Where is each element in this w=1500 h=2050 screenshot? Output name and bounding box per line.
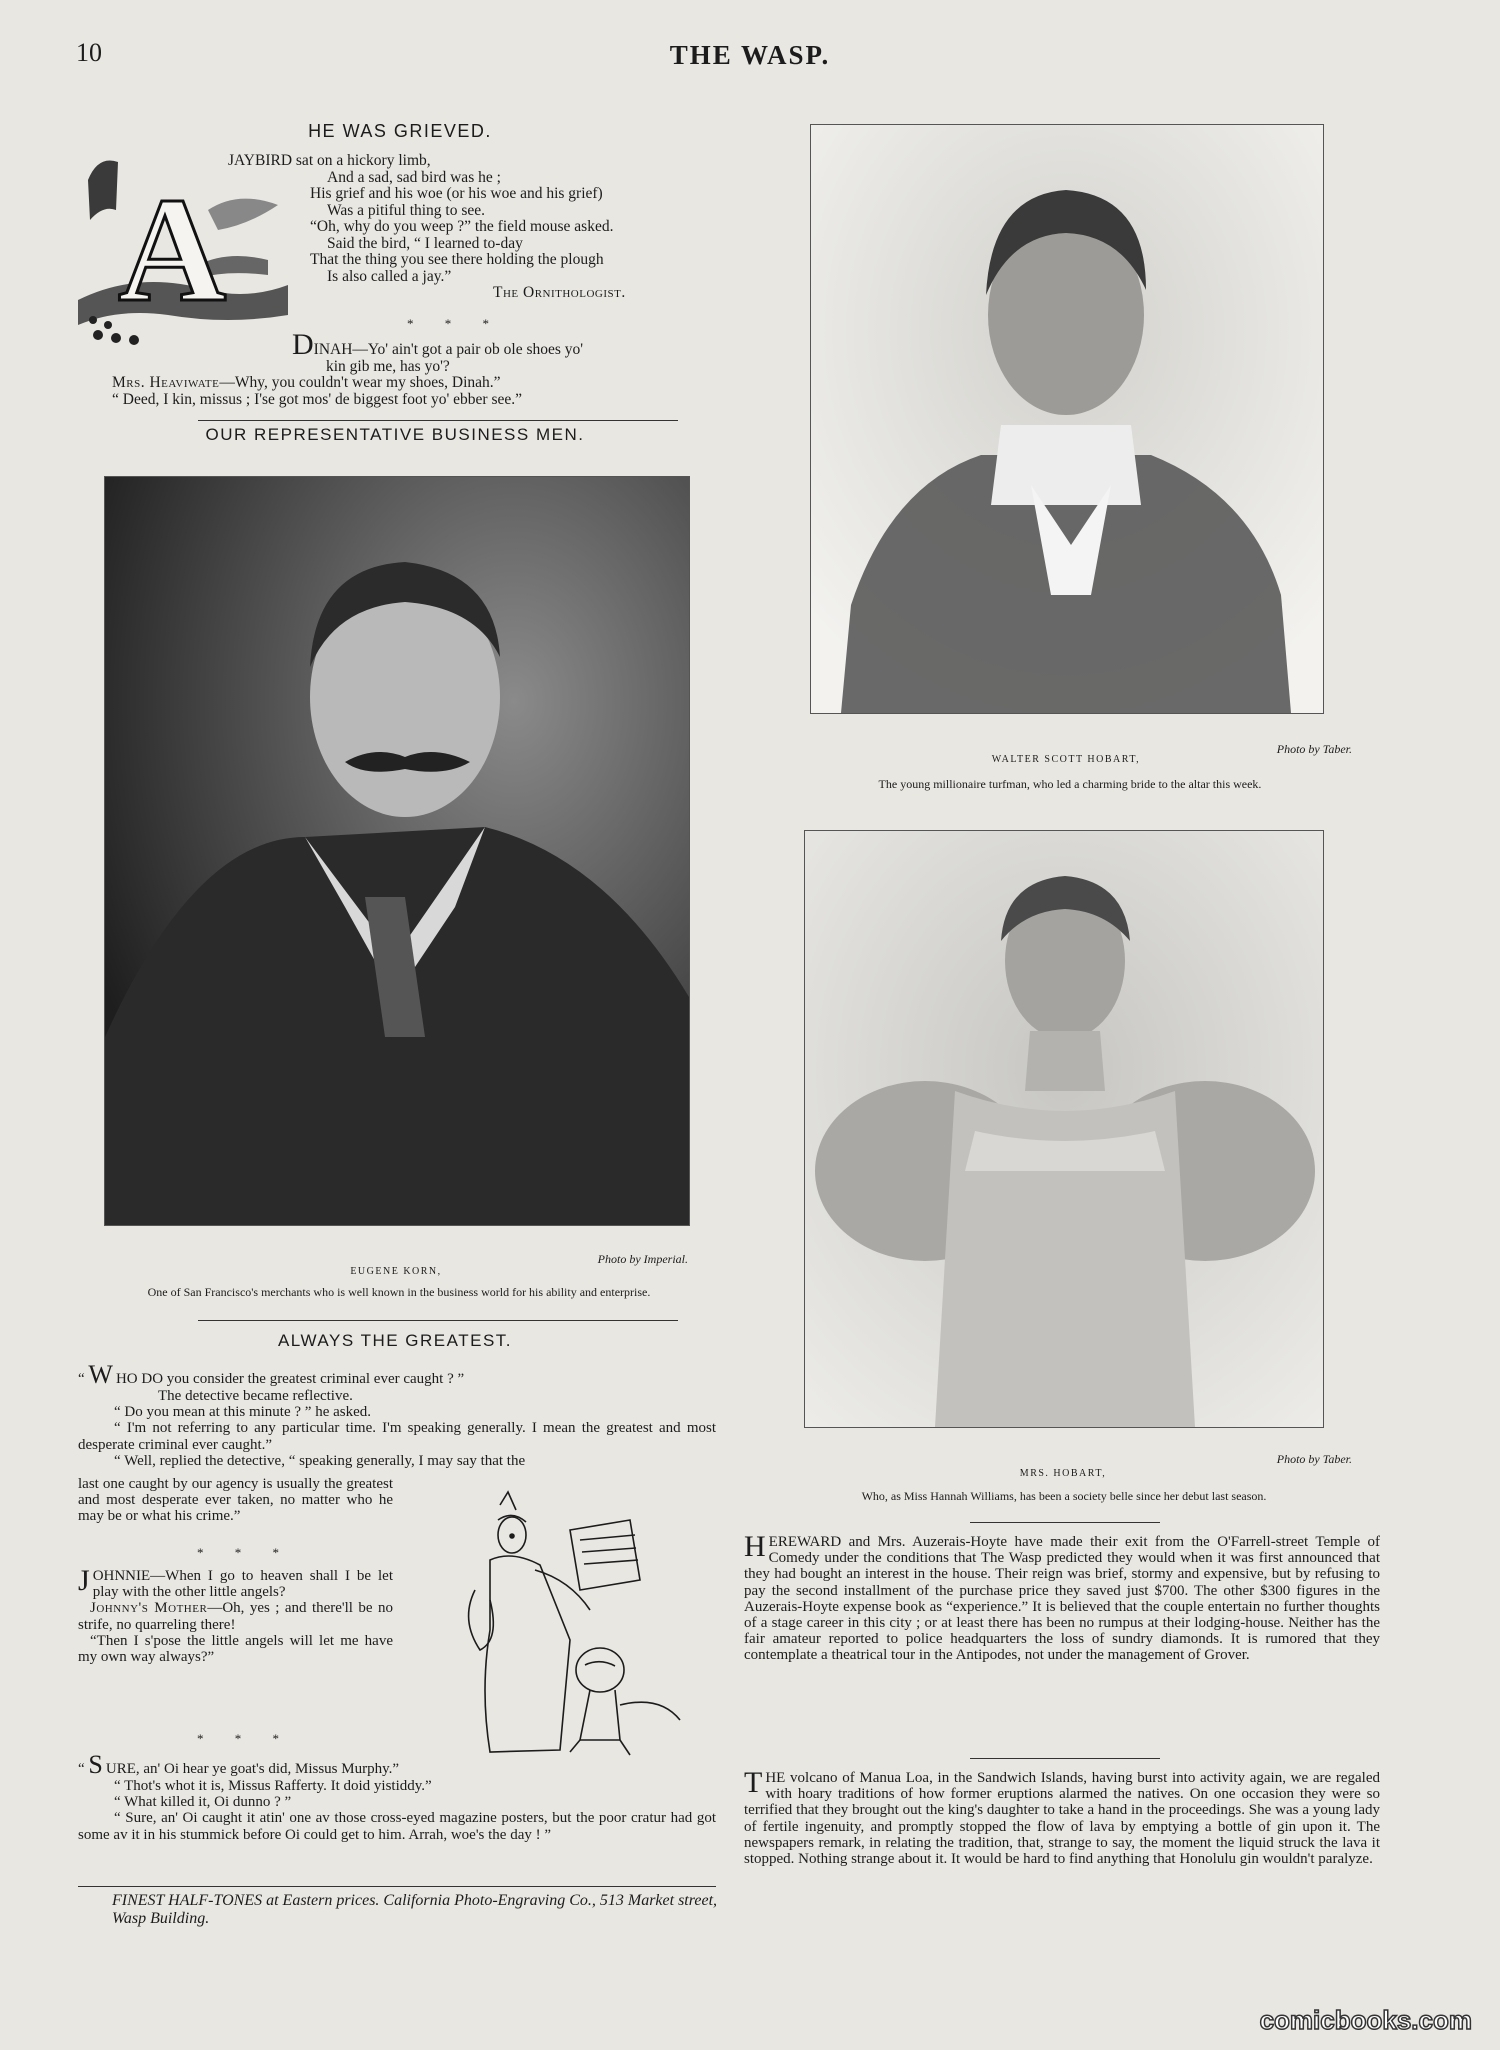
dinah-line-2: kin gib me, has yo'? [326, 357, 450, 375]
divider-rule [78, 1886, 716, 1887]
masthead-title: THE WASP. [669, 40, 831, 70]
caption-text-mrs-hobart: Who, as Miss Hannah Williams, has been a society belle since her debut last season. [861, 1489, 1267, 1503]
poem-line: Was a pitiful thing to see. [327, 201, 486, 219]
photo-credit-mrs-hobart: Photo by Taber. [1276, 1452, 1352, 1466]
photo-credit-korn: Photo by Imperial. [597, 1252, 688, 1266]
poem-line: Is also called a jay.” [327, 267, 452, 285]
paragraph: “ Do you mean at this minute ? ” he asked. [114, 1404, 372, 1421]
paragraph: “ Thot's whot it is, Missus Rafferty. It doid yistiddy.” [114, 1778, 432, 1794]
paragraph: last one caught by our agency is usually the greatest and most desperate ever taken, no matter who he may be or what his crime.” [78, 1476, 393, 1525]
dropcap-w: W [88, 1360, 113, 1389]
dropcap-d: D [292, 328, 314, 361]
paragraph: EREWARD and Mrs. Auzerais-Hoyte have made their exit from the O'Farrell-street Temple of Comedy under the conditions that The Wasp predicted they would when it was first announced that they had bought an interest in the house. Their reign was brief, stormy and expensive, but by refusing to pay the second installment of the purchase price they saved just $700. The other $300 figures in the Auzerais-Hoyte expense book as “experience.” It is believed that the couple entertain no further thoughts of a stage career in this city ; or at least there has been no rumpus at their lodging-house. Neither has the fair amateur reported to police headquarters the loss of sundry diamonds. It is rumored that they contemplate a theatrical tour in the Antipodes, not under the management of Grover. [744, 1534, 1380, 1664]
divider-rule [970, 1522, 1160, 1523]
heading-he-was-grieved: HE WAS GRIEVED. [308, 121, 492, 141]
paragraph: —Oh, yes ; and there'll be no strife, no quarreling there! [78, 1600, 393, 1633]
poem-line: And a sad, sad bird was he ; [327, 168, 501, 186]
article-volcano [744, 1766, 1380, 1868]
watermark-logo: comicbooks.com [1259, 2005, 1472, 2035]
sketch-illustration [420, 1490, 720, 1772]
article-johnnie [78, 1564, 393, 1666]
poem-line: That the thing you see there holding the plough [310, 251, 604, 268]
dinah-joke [112, 328, 722, 408]
caption-name-walter: WALTER SCOTT HOBART, [991, 754, 1141, 765]
poem-line: Said the bird, “ I learned to-day [327, 234, 523, 252]
section-separator: * * * [407, 316, 503, 331]
divider-rule [198, 420, 678, 421]
heading-always-the-greatest: ALWAYS THE GREATEST. [277, 1331, 513, 1350]
paragraph: “ Sure, an' Oi caught it atin' one av those cross-eyed magazine posters, but the poor cratur had got some av it in his stummick before Oi could get to him. Arrah, woe's the day ! ” [78, 1810, 716, 1843]
dropcap-s: S [88, 1750, 103, 1779]
paragraph: “Then I s'pose the little angels will let me have my own way always?” [78, 1632, 393, 1666]
article-always-the-greatest-cont [78, 1476, 393, 1525]
paragraph: URE, an' Oi hear ye goat's did, Missus Murphy.” [105, 1761, 400, 1777]
advertisement-half-tones: FINEST HALF-TONES at Eastern prices. California Photo-Engraving Co., 513 Market street, Wasp Building. [112, 1892, 718, 1927]
page-number: 10 [76, 38, 102, 67]
dropcap-j: J [78, 1564, 90, 1597]
section-separator: * * * [197, 1545, 293, 1560]
paragraph: OHNNIE—When I go to heaven shall I be let play with the other little angels? [92, 1568, 393, 1601]
paragraph: “ What killed it, Oi dunno ? ” [114, 1794, 292, 1811]
photo-mrs-hobart [804, 830, 1324, 1428]
dinah-line-4: “ Deed, I kin, missus ; I'se got mos' de biggest foot yo' ebber see.” [112, 390, 523, 408]
photo-walter-scott-hobart [810, 124, 1324, 714]
dropcap-t: T [744, 1766, 763, 1799]
paragraph: “ Well, replied the detective, “ speaking generally, I may say that the [114, 1452, 526, 1469]
divider-rule [198, 1320, 678, 1321]
dinah-line-3: —Why, you couldn't wear my shoes, Dinah.” [219, 374, 501, 391]
poem-signature: The Ornithologist. [493, 284, 626, 301]
caption-text-korn: One of San Francisco's merchants who is well known in the business world for his ability and enterprise. [147, 1285, 651, 1299]
speaker-name: Johnny's Mother [90, 1600, 208, 1617]
section-separator: * * * [197, 1731, 293, 1746]
article-always-the-greatest: “ W HO DO you consider the greatest criminal ever caught ? ” The detective became reflective. “ Do you mean at this minute ? ” he asked. “ I'm not referring to any particular time. I'm speaking generally. I mean the greatest and most desperate criminal ever caught.” “ Well, replied the detective, “ speaking generally, I may say that the [78, 1360, 716, 1469]
article-goat: “ S URE, an' Oi hear ye goat's did, Missus Murphy.” “ Thot's whot it is, Missus Rafferty. It doid yistiddy.” “ What killed it, Oi dunno ? ” “ Sure, an' Oi caught it atin' one av those cross-eyed magazine posters, but the poor cratur had got some av it in his stummick before Oi could get to him. Arrah, woe's the day ! ” [78, 1750, 716, 1843]
dropcap-a: A [118, 167, 227, 333]
paragraph: HO DO you consider the greatest criminal ever caught ? ” [115, 1371, 465, 1387]
paragraph: The detective became reflective. [158, 1388, 353, 1404]
dropcap-h: H [744, 1530, 766, 1563]
paragraph: “ I'm not referring to any particular time. I'm speaking generally. I mean the greatest and most desperate criminal ever caught.” [78, 1420, 716, 1453]
divider-rule [970, 1758, 1160, 1759]
article-hereward [744, 1530, 1380, 1664]
poem-line: His grief and his woe (or his woe and his grief) [310, 185, 603, 202]
photo-eugene-korn [104, 476, 690, 1226]
heading-business-men: OUR REPRESENTATIVE BUSINESS MEN. [205, 425, 585, 444]
caption-text-walter: The young millionaire turfman, who led a charming bride to the altar this week. [878, 777, 1262, 791]
photo-credit-walter: Photo by Taber. [1276, 742, 1352, 756]
speaker-name: Mrs. Heaviwate [112, 374, 220, 391]
poem-line: JAYBIRD sat on a hickory limb, [228, 152, 431, 169]
caption-name-mrs-hobart: MRS. HOBART, [1019, 1468, 1107, 1479]
poem-he-was-grieved [228, 153, 626, 302]
poem-line: “Oh, why do you weep ?” the field mouse asked. [310, 218, 614, 235]
paragraph: HE volcano of Manua Loa, in the Sandwich Islands, having burst into activity again, we are regaled with hoary traditions of how former eruptions alarmed the natives. On one occasion they were so terrified that they brought out the king's daughter to take a hand in the proceedings. She was a young lady of fertile ingenuity, and promptly stopped the flow of lava by emptying a bottle of gin upon it. The newspapers remark, in relating the tradition, that, strange to say, the moment the liquid struck the lava it stopped. Nothing strange about it. It would be hard to find anything that Honolulu gin wouldn't paralyze. [744, 1770, 1380, 1868]
dinah-line-1: INAH—Yo' ain't got a pair ob ole shoes yo' [313, 341, 584, 358]
caption-name-korn: EUGENE KORN, [350, 1266, 442, 1277]
